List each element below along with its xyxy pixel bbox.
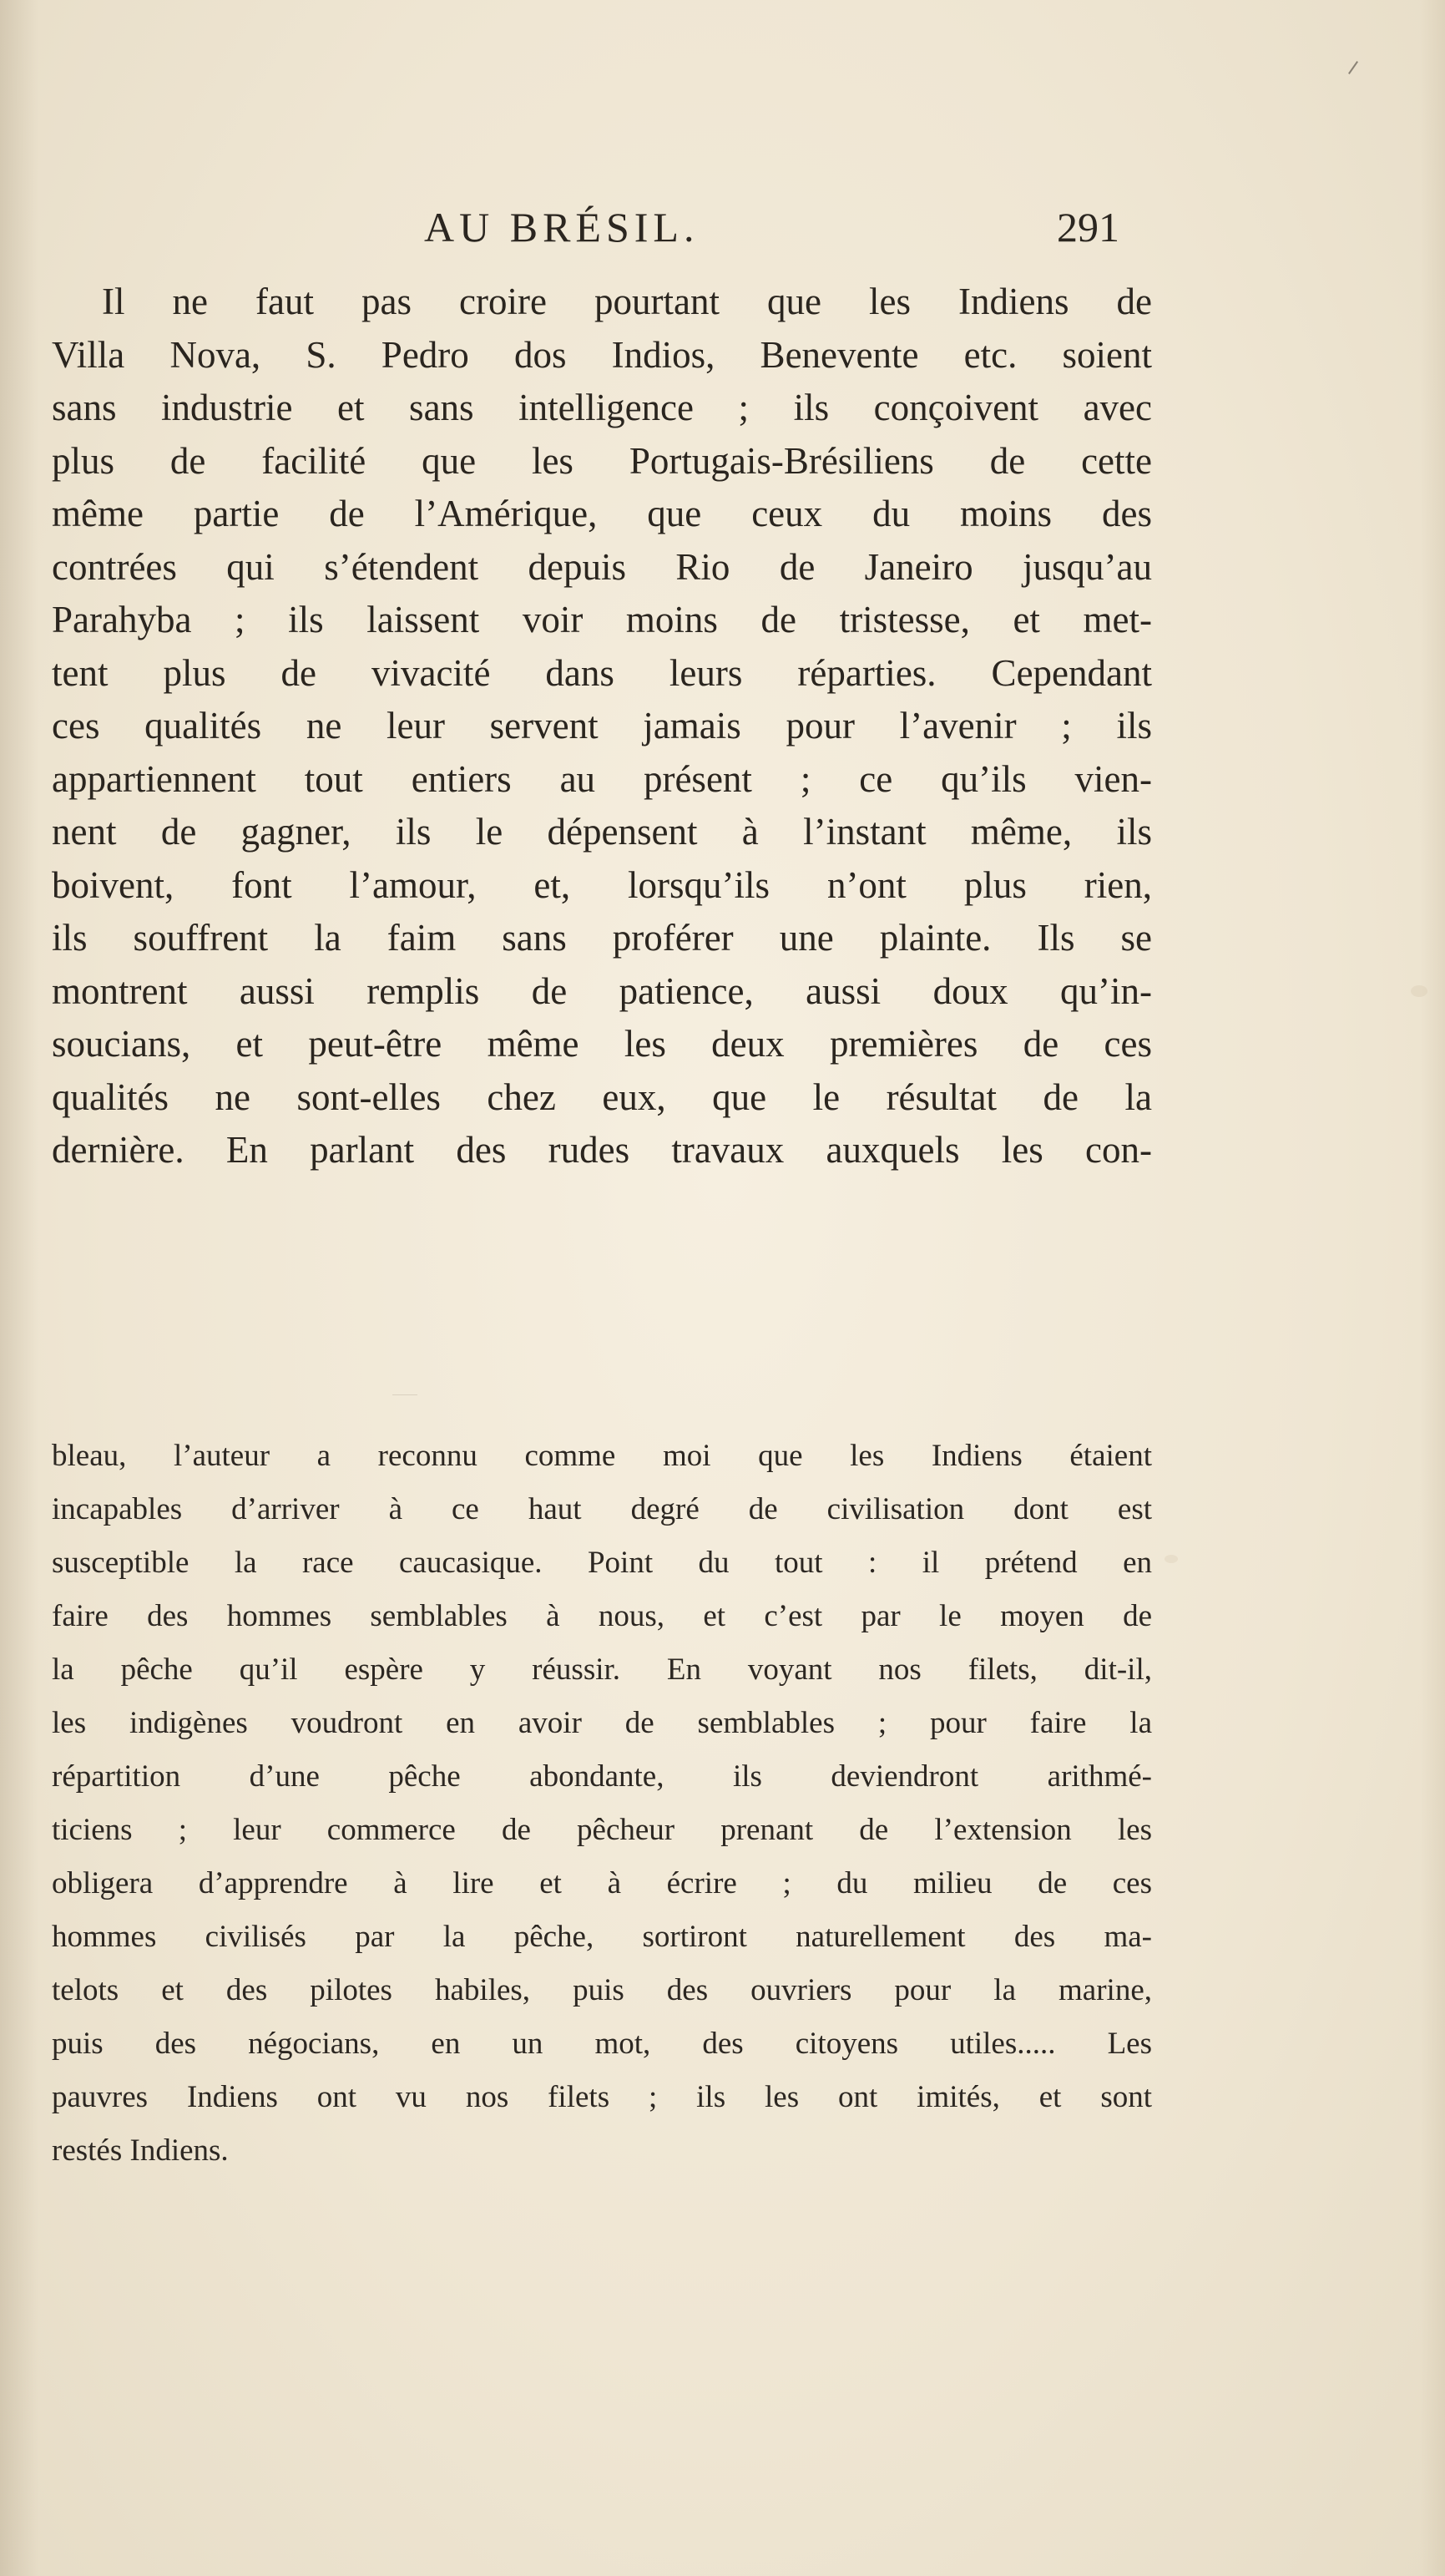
footnote-line: la pêche qu’il espère y réussir. En voyant nos filets, dit-il,: [52, 1652, 1152, 1687]
text-line: boivent, font l’amour, et, lorsqu’ils n’ont plus rien,: [52, 863, 1152, 906]
text-line: ces qualités ne leur servent jamais pour l’avenir ; ils: [52, 705, 1152, 746]
text-line: qualités ne sont-elles chez eux, que le résultat de la: [52, 1075, 1152, 1118]
footnote-line: restés Indiens.: [52, 2133, 229, 2168]
footnote-line: puis des négocians, en un mot, des citoyens utiles..... Les: [52, 2027, 1152, 2061]
footnote-line: faire des hommes semblables à nous, et c’est par le moyen de: [52, 1599, 1152, 1633]
text-line: sans industrie et sans intelligence ; ils conçoivent avec: [52, 387, 1152, 428]
text-line: plus de facilité que les Portugais-Brésiliens de cette: [52, 439, 1152, 482]
footnote-separator: [392, 1394, 417, 1395]
text-line: Parahyba ; ils laissent voir moins de tristesse, et met-: [52, 599, 1152, 640]
footnote: [52, 1430, 1152, 2178]
footnote-line: obligera d’apprendre à lire et à écrire ; du milieu de ces: [52, 1866, 1152, 1900]
footnote-line: pauvres Indiens ont vu nos filets ; ils les ont imités, et sont: [52, 2080, 1152, 2114]
footnote-line: bleau, l’auteur a reconnu comme moi que les Indiens étaient: [52, 1439, 1152, 1473]
footnote-line: susceptible la race caucasique. Point du tout : il prétend en: [52, 1546, 1152, 1580]
text-line: contrées qui s’étendent depuis Rio de Janeiro jusqu’au: [52, 545, 1152, 588]
text-line: dernière. En parlant des rudes travaux auxquels les con-: [52, 1129, 1152, 1171]
foxing-spot: [1411, 985, 1427, 997]
gutter-shadow: [0, 0, 38, 2576]
pencil-mark: [1348, 61, 1358, 74]
text-line: nent de gagner, ils le dépensent à l’instant même, ils: [52, 811, 1152, 853]
foxing-spot: [1165, 1555, 1178, 1563]
main-text: [52, 276, 1152, 1177]
page-header: [0, 194, 1445, 261]
text-line: ils souffrent la faim sans proférer une plainte. Ils se: [52, 917, 1152, 959]
footnote-line: répartition d’une pêche abondante, ils deviendront arithmé-: [52, 1759, 1152, 1794]
footnote-line: incapables d’arriver à ce haut degré de civilisation dont est: [52, 1492, 1152, 1526]
text-line: appartiennent tout entiers au présent ; ce qu’ils vien-: [52, 757, 1152, 800]
footnote-line: ticiens ; leur commerce de pêcheur prenant de l’extension les: [52, 1813, 1152, 1847]
text-line: Villa Nova, S. Pedro dos Indios, Benevente etc. soient: [52, 333, 1152, 376]
footnote-line: hommes civilisés par la pêche, sortiront naturellement des ma-: [52, 1920, 1152, 1954]
page-number: 291: [1057, 204, 1119, 251]
text-line: tent plus de vivacité dans leurs réparties. Cependant: [52, 651, 1152, 694]
footnote-line: telots et des pilotes habiles, puis des ouvriers pour la marine,: [52, 1973, 1152, 2007]
text-line: soucians, et peut-être même les deux premières de ces: [52, 1023, 1152, 1065]
page-edge-shadow: [1420, 0, 1445, 2576]
running-head: AU BRÉSIL.: [424, 204, 700, 251]
text-line: même partie de l’Amérique, que ceux du moins des: [52, 493, 1152, 534]
text-line: Il ne faut pas croire pourtant que les Indiens de: [102, 281, 1152, 322]
text-line: montrent aussi remplis de patience, aussi doux qu’in-: [52, 969, 1152, 1012]
footnote-line: les indigènes voudront en avoir de semblables ; pour faire la: [52, 1706, 1152, 1740]
